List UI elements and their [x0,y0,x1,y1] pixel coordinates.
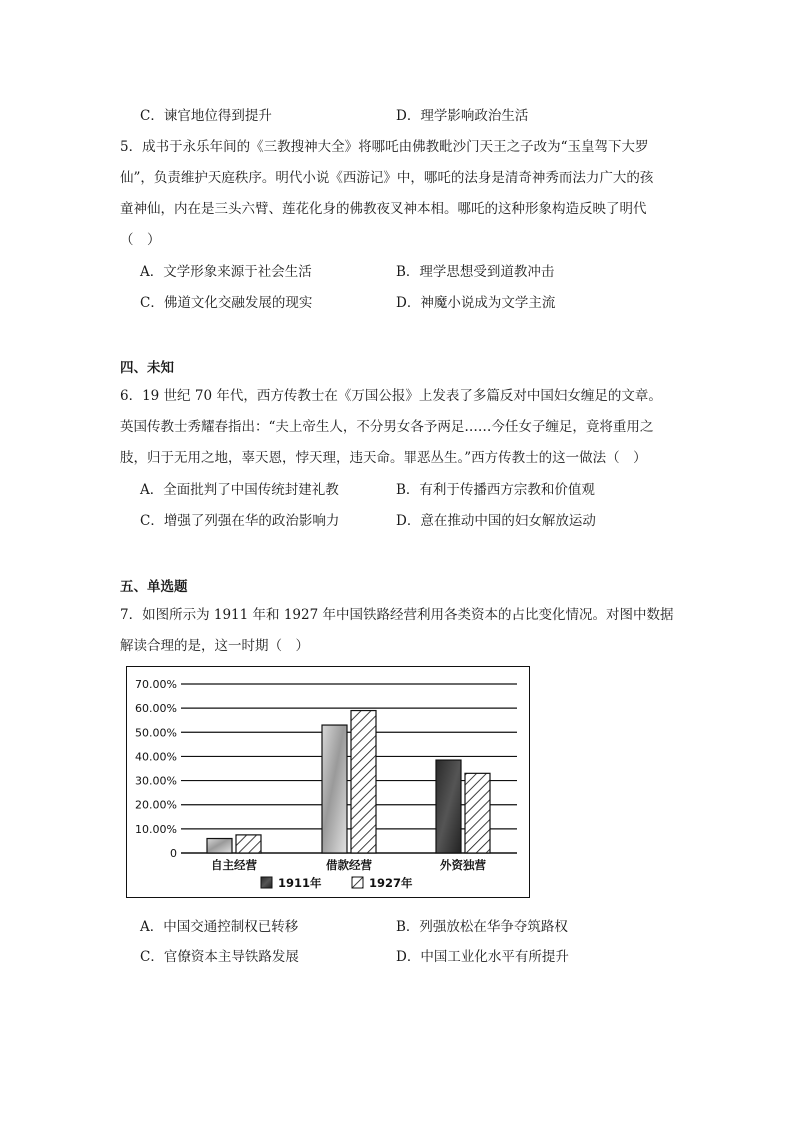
y-tick-label: 70.00% [135,678,177,691]
legend-label: 1911年 [278,876,322,890]
q6-option-a: A．全面批判了中国传统封建礼教 [140,482,339,498]
q6-option-c: C．增强了列强在华的政治影响力 [140,513,340,529]
x-tick-label: 外资独营 [440,858,486,872]
q5-stem-line-3: 童神仙，内在是三头六臂、莲花化身的佛教夜叉神本相。哪吒的这种形象构造反映了明代 [120,201,647,217]
y-tick-label: 30.00% [135,774,177,788]
section-4-heading: 四、未知 [120,360,174,376]
q5-option-b: B．理学思想受到道教冲击 [396,264,555,280]
q6-stem-line-3: 肢，归于无用之地，辜天恩，悖天理，违天命。罪恶丛生。”西方传教士的这一做法（ ） [120,450,647,466]
q7-stem-line-2: 解读合理的是，这一时期（ ） [120,638,309,654]
q7-option-d: D．中国工业化水平有所提升 [396,949,569,965]
y-tick-label: 10.00% [135,822,177,836]
q5-option-a: A．文学形象来源于社会生活 [140,264,312,280]
y-tick-label: 0 [170,847,177,860]
legend-swatch [352,877,363,888]
q6-option-b: B．有利于传播西方宗教和价值观 [396,482,595,498]
q5-option-c: C．佛道文化交融发展的现实 [140,295,313,311]
y-tick-label: 60.00% [135,702,177,716]
bar-1927年-借款经营 [351,711,376,853]
q6-option-d: D．意在推动中国的妇女解放运动 [396,513,596,529]
bar-1911年-借款经营 [322,725,347,853]
q6-stem-line-2: 英国传教士秀耀春指出：“夫上帝生人，不分男女各予两足……今任女子缠足，竟将重用之 [120,419,654,435]
legend-label: 1927年 [369,876,413,890]
q5-option-d: D．神魔小说成为文学主流 [396,295,556,311]
q7-option-c: C．官僚资本主导铁路发展 [140,949,299,965]
q7-option-b: B．列强放松在华争夺筑路权 [396,919,568,935]
q4-option-c: C．谏官地位得到提升 [140,108,272,124]
y-tick-label: 50.00% [135,726,177,740]
bar-1911年-外资独营 [436,760,461,853]
q5-stem-line-1: 5．成书于永乐年间的《三教搜神大全》将哪吒由佛教毗沙门天王之子改为“玉皇驾下大罗 [120,139,649,155]
section-5-heading: 五、单选题 [120,579,188,595]
bar-1927年-外资独营 [465,773,490,853]
y-tick-label: 20.00% [135,798,177,812]
bar-1927年-自主经营 [236,835,261,853]
q4-option-d: D．理学影响政治生活 [396,108,529,124]
q7-stem-line-1: 7．如图所示为 1911 年和 1927 年中国铁路经营利用各类资本的占比变化情况。对图中数据 [120,607,674,623]
q6-stem-line-1: 6．19 世纪 70 年代，西方传教士在《万国公报》上发表了多篇反对中国妇女缠足的文章。 [120,388,662,404]
x-tick-label: 借款经营 [326,858,372,872]
q5-stem-line-2: 仙”，负责维护天庭秩序。明代小说《西游记》中，哪吒的法身是清奇神秀而法力广大的孩 [120,170,654,186]
railway-capital-chart [126,666,530,898]
x-tick-label: 自主经营 [211,858,257,872]
legend-swatch [261,877,272,888]
bar-1911年-自主经营 [207,839,232,853]
chart-svg [127,667,528,896]
q7-option-a: A．中国交通控制权已转移 [140,919,299,935]
q5-stem-line-4: （ ） [120,232,161,248]
y-tick-label: 40.00% [135,750,177,764]
